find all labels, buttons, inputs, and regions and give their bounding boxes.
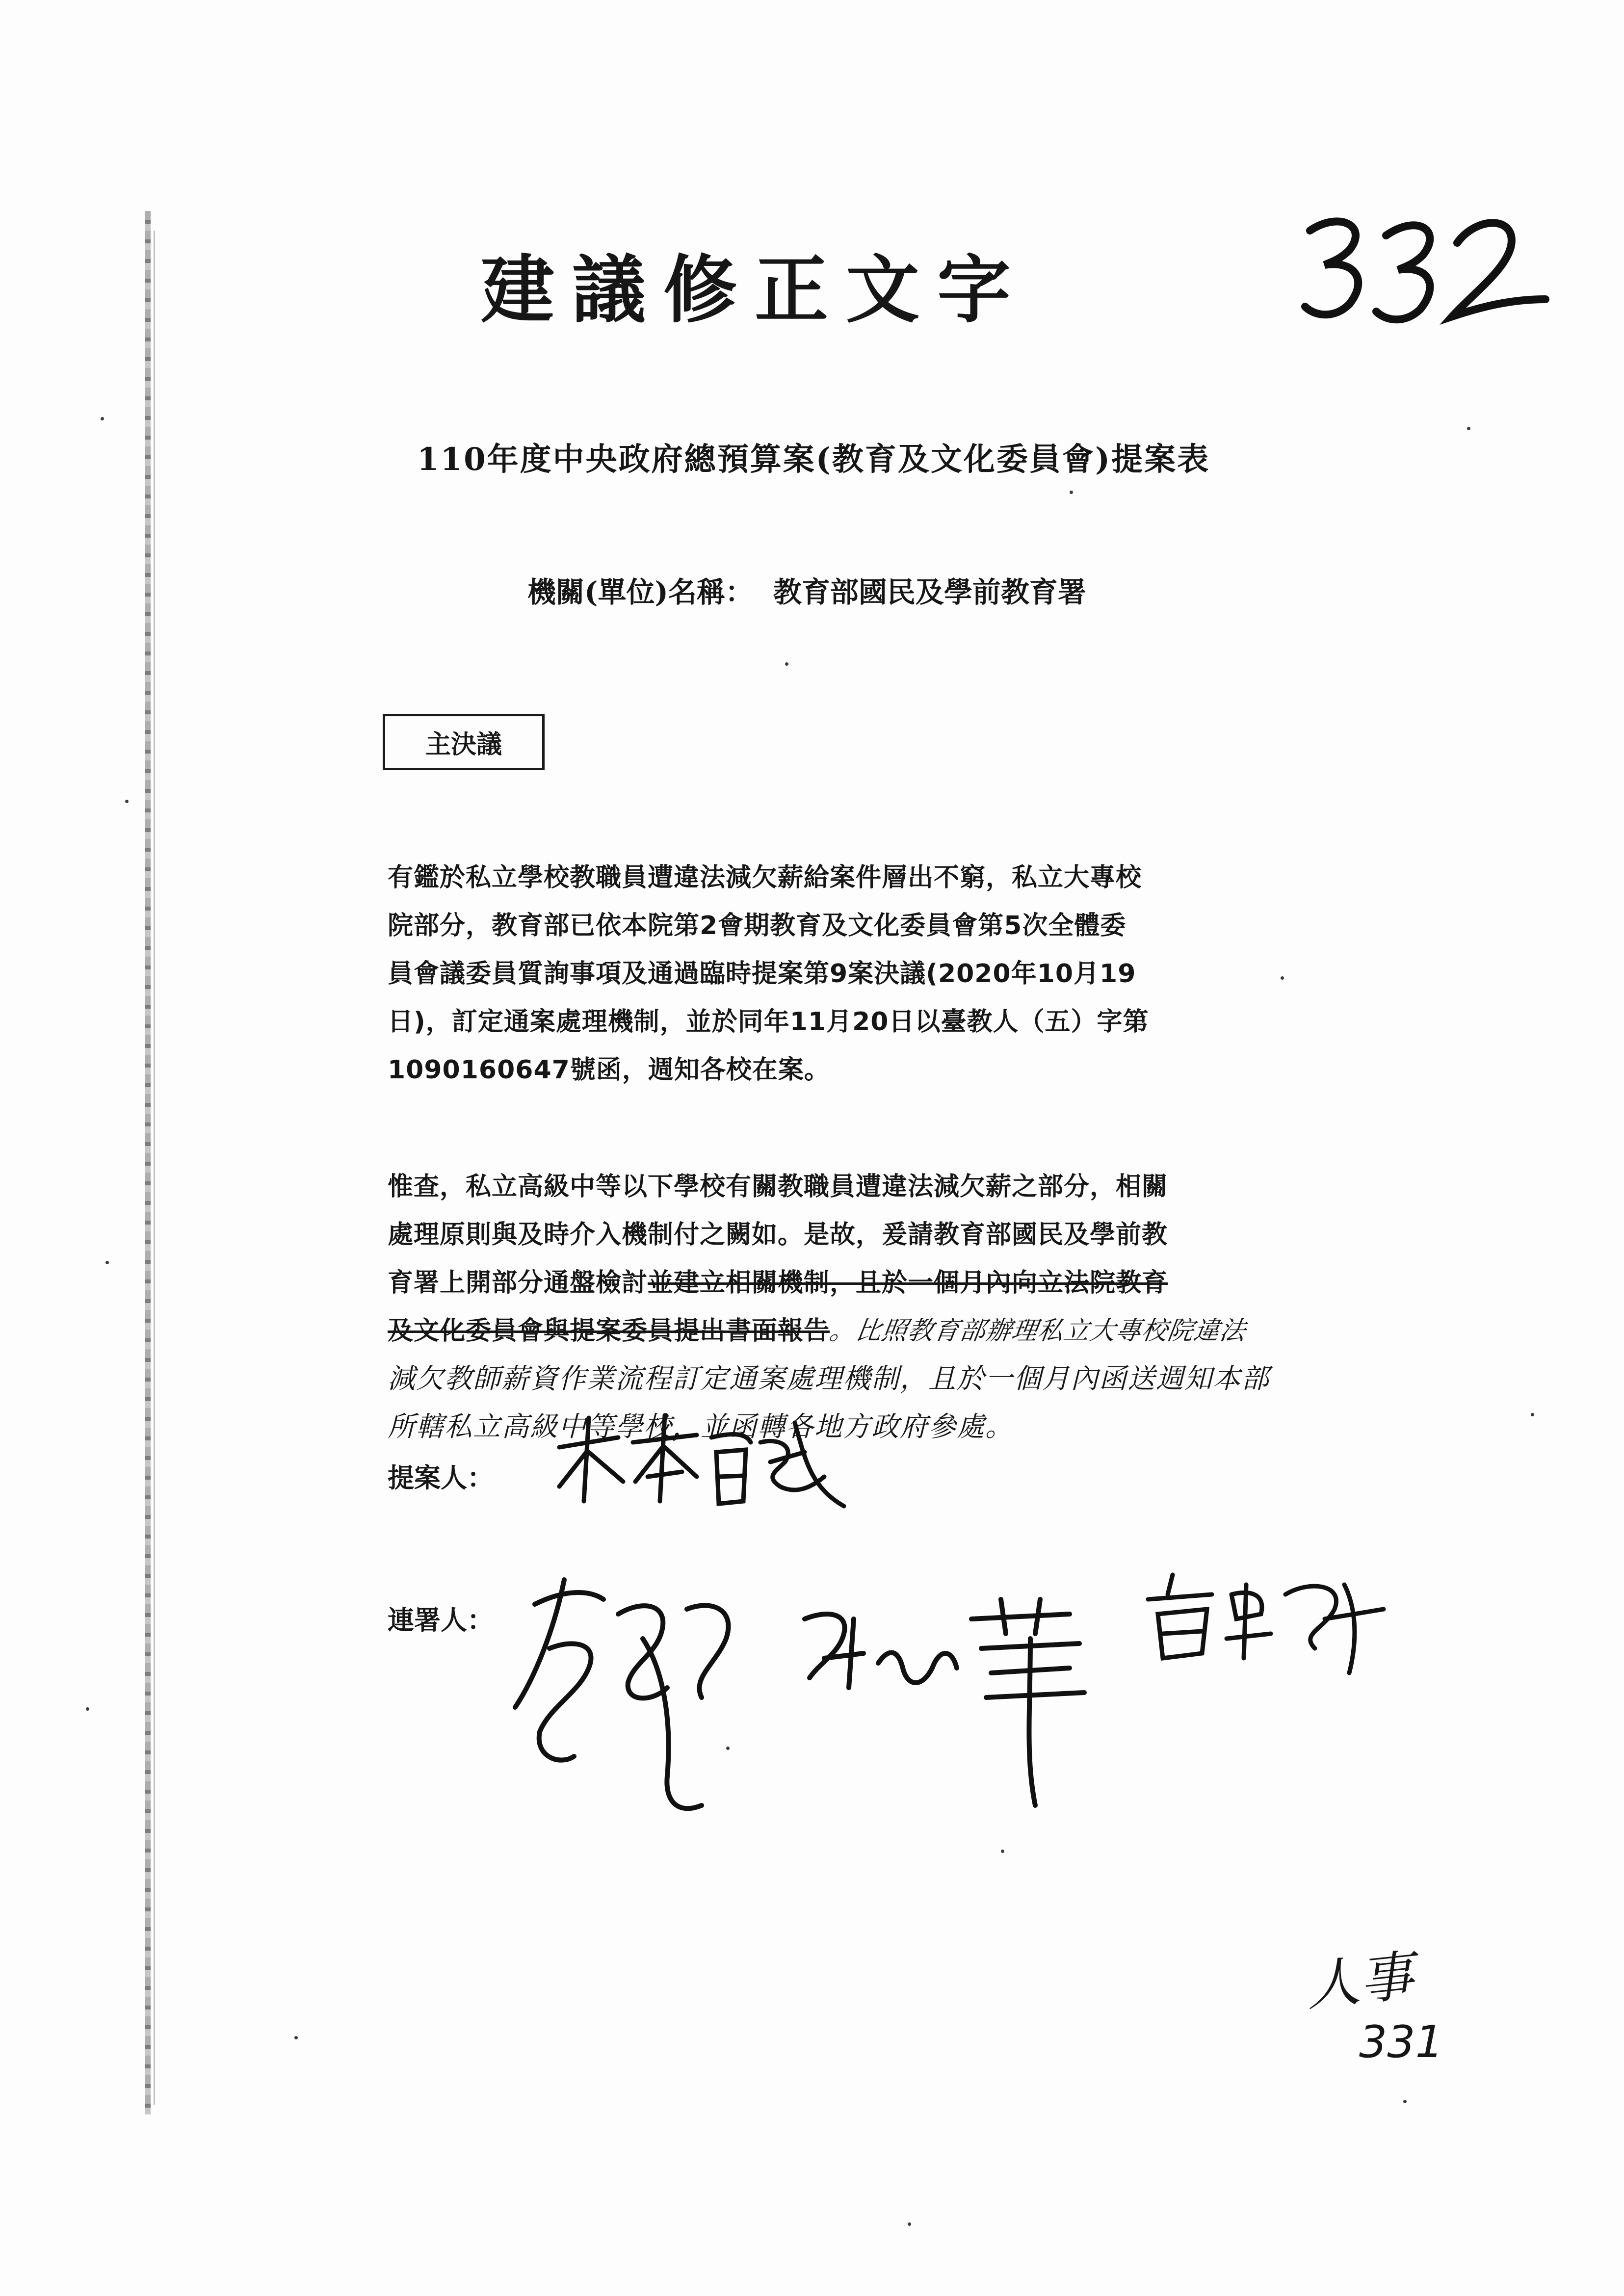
paragraph-1-line: 日)，訂定通案處理機制，並於同年11月20日以臺教人（五）字第 <box>388 1007 1149 1037</box>
scan-speckle <box>1403 2100 1407 2103</box>
agency-label: 機關(單位)名稱： <box>527 575 754 609</box>
paragraph-2-line: 惟查，私立高級中等以下學校有關教職員遭違法減欠薪之部分，相關 <box>388 1172 1168 1201</box>
scan-speckle <box>294 2036 298 2039</box>
handwritten-insert: 所轄私立高級中等學校，並函轉各地方政府參處。 <box>388 1411 1014 1443</box>
document-title: 建議修正文字 <box>481 247 1029 333</box>
handwritten-note-number: 331 <box>1359 2016 1443 2068</box>
paragraph-1-line: 1090160647號函，週知各校在案。 <box>388 1055 830 1085</box>
handwritten-note-text: 人事 <box>1302 1944 1417 2018</box>
paragraph-2-line <box>388 1259 1320 1307</box>
binding-edge-inner <box>154 231 155 2105</box>
binding-edge <box>145 211 151 2114</box>
proposer-signature <box>550 1403 864 1521</box>
handwritten-insert: 。比照教育部辦理私立大專校院違法 <box>827 1316 1248 1346</box>
scan-speckle <box>1070 491 1073 494</box>
scan-speckle <box>101 417 104 420</box>
paragraph-2-line: 處理原則與及時介入機制付之闕如。是故，爰請教育部國民及學前教 <box>388 1220 1168 1250</box>
section-label: 主決議 <box>425 730 502 759</box>
scan-speckle <box>908 2222 911 2226</box>
section-label-box <box>383 714 545 770</box>
scan-speckle <box>1001 1850 1004 1853</box>
struck-text: 並建立相關機制，且於一個月內向立法院教育 <box>648 1268 1168 1298</box>
cosigner-signature-1 <box>505 1570 760 1825</box>
proposer-label: 提案人： <box>388 1462 494 1493</box>
agency-value: 教育部國民及學前教育署 <box>773 575 1086 609</box>
paragraph-1-line: 員會議委員質詢事項及通過臨時提案第9案決議(2020年10月19 <box>388 959 1136 989</box>
document-subtitle: 110年度中央政府總預算案(教育及文化委員會)提案表 <box>417 441 1210 478</box>
struck-text: 及文化委員會與提案委員提出書面報告 <box>388 1316 830 1346</box>
paragraph-1 <box>388 854 1320 1094</box>
handwritten-insert: 減欠教師薪資作業流程訂定通案處理機制，且於一個月內函送週知本部 <box>388 1363 1270 1395</box>
cosigner-signature-3 <box>1138 1565 1393 1683</box>
paragraph-1-line: 有鑑於私立學校教職員遭違法減欠薪給案件層出不窮，私立大專校 <box>388 863 1142 892</box>
scan-speckle <box>105 1261 109 1264</box>
scan-speckle <box>1531 1413 1534 1416</box>
agency-line <box>527 569 1086 610</box>
cosigner-label: 連署人： <box>388 1604 494 1636</box>
handwritten-page-number <box>1295 196 1550 343</box>
cosigner-signature-2 <box>795 1590 1099 1815</box>
scan-speckle <box>785 662 788 666</box>
scan-speckle <box>1467 427 1470 430</box>
paragraph-1-line: 院部分，教育部已依本院第2會期教育及文化委員會第5次全體委 <box>388 911 1126 940</box>
paragraph-2-text: 育署上開部分通盤檢討 <box>388 1268 648 1298</box>
paragraph-2-line <box>388 1307 1320 1355</box>
scan-speckle <box>125 800 129 803</box>
scan-speckle <box>86 1707 89 1711</box>
handwritten-note <box>1295 1933 1452 2090</box>
